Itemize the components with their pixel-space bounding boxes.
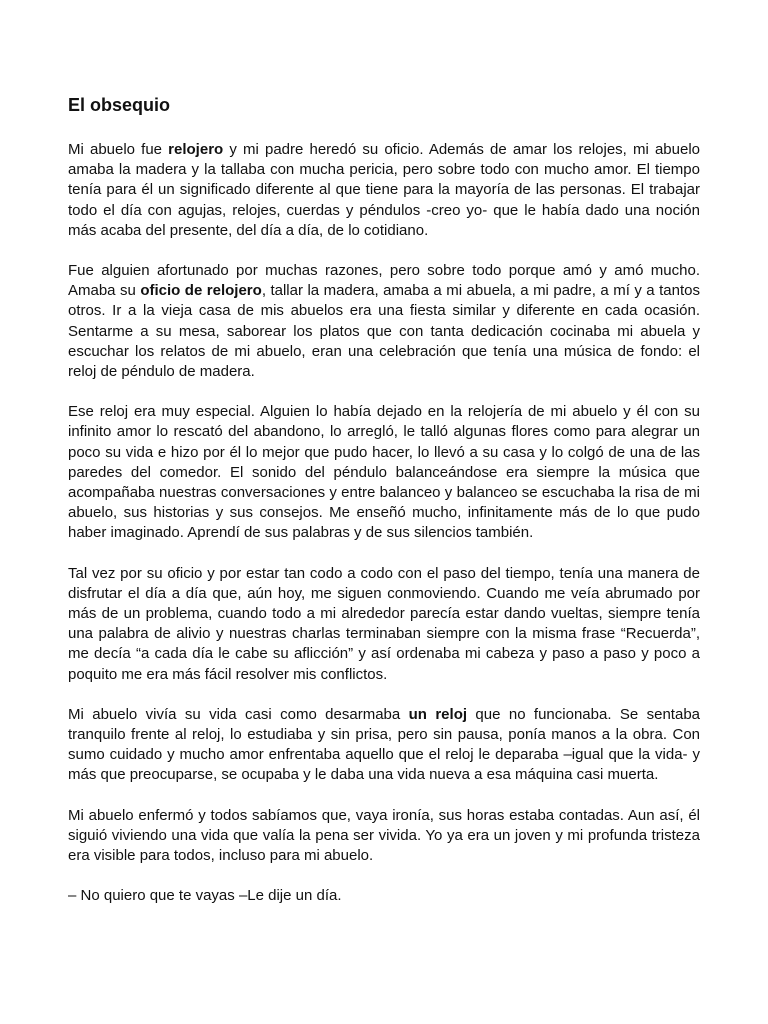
paragraph-text: Mi abuelo vivía su vida casi como desarmaba xyxy=(68,705,409,723)
paragraph-text: Ese reloj era muy especial. Alguien lo había dejado en la relojería de mi abuelo y él con su infinito amor lo rescató del abandono, lo arregló, le talló algunas flores como para alegrar un poco su vida e hizo por él lo mejor que pudo hacer, lo llevó a su casa y lo colgó de una de las paredes del comedor. El sonido del péndulo balanceándose era siempre la música que acompañaba nuestras conversaciones y entre balanceo y balanceo se escuchaba la risa de mi abuelo, sus historias y sus consejos. Me enseñó mucho, infinitamente más de lo que pudo haber imaginado. Aprendí de sus palabras y de sus silencios también. xyxy=(68,403,700,542)
paragraph-3 xyxy=(68,402,700,543)
paragraph-1 xyxy=(68,140,700,241)
bold-text: relojero xyxy=(168,141,224,158)
paragraph-text: , tallar la madera, amaba a mi abuela, a mi padre, a mí y a tantos otros. Ir a la vieja casa de mis abuelos era una fiesta similar y diferente en cada ocasión. Sentarme a su mesa, saborear los platos que con tanta dedicación cocinaba mi abuela y escuchar los relatos de mi abuelo, eran una celebración que tenía una música de fondo: el reloj de péndulo de madera. xyxy=(68,282,700,381)
document-title: El obsequio xyxy=(68,95,171,115)
paragraph-text: – No quiero que te vayas –Le dije un día. xyxy=(68,887,342,905)
paragraph-5 xyxy=(68,705,700,786)
paragraph-4 xyxy=(68,564,700,685)
bold-text: oficio de relojero xyxy=(140,282,262,300)
paragraph-text: que no funcionaba. Se sentaba tranquilo frente al reloj, lo estudiaba y sin prisa, pero sin pausa, ponía manos a la obra. Con sumo cuidado y mucho amor enfrentaba aquello que el reloj le deparaba –igual que la vida- y más que preocuparse, se ocupaba y le daba una vida nueva a esa máquina casi muerta. xyxy=(68,705,701,784)
paragraph-text: Fue alguien afortunado por muchas razones, pero sobre todo porque amó y amó mucho. Amaba su xyxy=(68,262,700,300)
paragraph-text: y mi padre heredó su oficio. Además de amar los relojes, mi abuelo amaba la madera y la tallaba con mucha pericia, pero sobre todo con mucho amor. El tiempo tenía para él un significado diferente al que tiene para la mayoría de las personas. El trabajar todo el día con agujas, relojes, cuerdas y péndulos -creo yo- que le había dado una noción más acaba del presente, del día a día, de lo cotidiano. xyxy=(68,141,700,239)
paragraph-6 xyxy=(68,806,700,867)
paragraph-7-dialogue xyxy=(68,886,700,906)
paragraph-text: Mi abuelo fue xyxy=(68,141,169,158)
bold-text: un reloj xyxy=(408,705,468,723)
paragraph-text: Tal vez por su oficio y por estar tan codo a codo con el paso del tiempo, tenía una manera de disfrutar el día a día que, aún hoy, me siguen conmoviendo. Cuando me veía abrumado por más de un problema, cuando todo a mi alrededor parecía estar dando vueltas, siempre tenía una palabra de alivio y nuestras charlas terminaban siempre con la misma frase “Recuerda”, me decía “a cada día le cabe su aflicción” y así ordenaba mi cabeza y paso a paso y poco a poquito me era más fácil resolver mis conflictos. xyxy=(68,564,700,683)
paragraph-text: Mi abuelo enfermó y todos sabíamos que, vaya ironía, sus horas estaba contadas. Aun así, él siguió viviendo una vida que valía la pena ser vivida. Yo ya era un joven y mi profunda tristeza era visible para todos, incluso para mi abuelo. xyxy=(68,806,700,865)
paragraph-2 xyxy=(68,261,700,382)
